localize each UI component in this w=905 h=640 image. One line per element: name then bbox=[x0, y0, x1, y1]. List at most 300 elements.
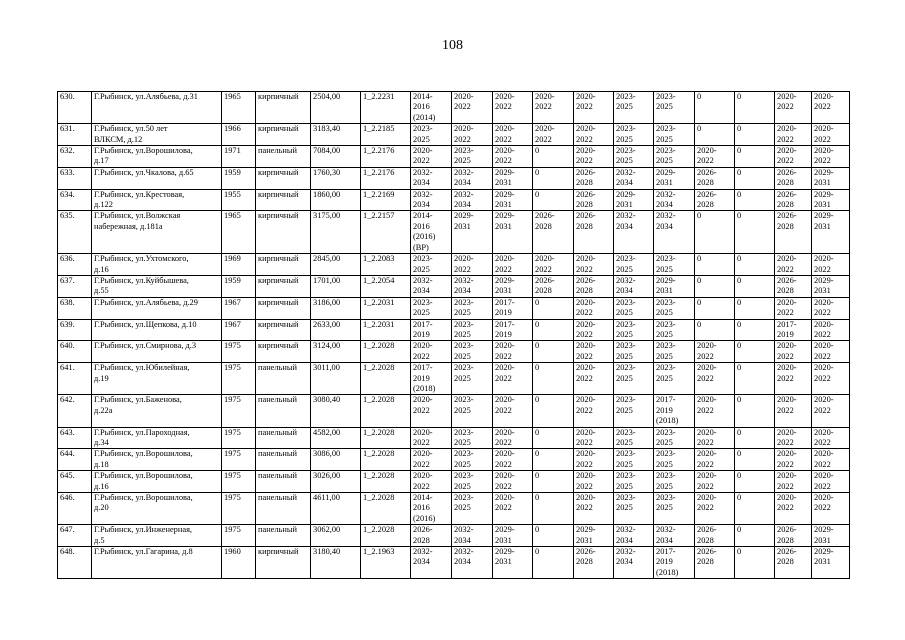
cell-period-9: 0 bbox=[735, 547, 775, 579]
cell-period-4: 0 bbox=[533, 427, 574, 449]
cell-address: Г.Рыбинск, ул.Алябьева, д.31 bbox=[92, 92, 222, 124]
cell-wall-material: кирпичный bbox=[256, 189, 311, 211]
cell-period-4: 0 bbox=[533, 449, 574, 471]
cell-total-area: 1760,30 bbox=[311, 167, 361, 189]
cell-period-1: 2020- 2022 bbox=[411, 395, 452, 427]
cell-build-year: 1975 bbox=[222, 427, 256, 449]
cell-address: Г.Рыбинск, ул.Ворошилова, д.16 bbox=[92, 471, 222, 493]
cell-total-area: 3086,00 bbox=[311, 449, 361, 471]
cell-period-2: 2032- 2034 bbox=[452, 525, 493, 547]
table-row bbox=[58, 363, 850, 395]
cell-period-10: 2020- 2022 bbox=[775, 363, 812, 395]
cell-period-9: 0 bbox=[735, 146, 775, 168]
cell-row-number: 636. bbox=[58, 254, 92, 276]
cell-period-2: 2023- 2025 bbox=[452, 493, 493, 525]
cell-build-year: 1975 bbox=[222, 525, 256, 547]
cell-period-3: 2029- 2031 bbox=[493, 167, 533, 189]
cell-code: 1_2.2176 bbox=[361, 146, 411, 168]
cell-build-year: 1971 bbox=[222, 146, 256, 168]
cell-row-number: 644. bbox=[58, 449, 92, 471]
cell-address: Г.Рыбинск, ул.Инженерная, д.5 bbox=[92, 525, 222, 547]
cell-period-7: 2029- 2031 bbox=[654, 275, 695, 297]
cell-address: Г.Рыбинск, ул.Ворошилова, д.18 bbox=[92, 449, 222, 471]
cell-period-1: 2020- 2022 bbox=[411, 146, 452, 168]
cell-address: Г.Рыбинск, ул.Куйбышева, д.55 bbox=[92, 275, 222, 297]
cell-period-11: 2029- 2031 bbox=[812, 211, 850, 254]
cell-period-5: 2020- 2022 bbox=[574, 449, 614, 471]
table-row bbox=[58, 167, 850, 189]
cell-period-1: 2032- 2034 bbox=[411, 547, 452, 579]
cell-period-6: 2023- 2025 bbox=[614, 363, 654, 395]
cell-period-5: 2020- 2022 bbox=[574, 146, 614, 168]
cell-period-3: 2020- 2022 bbox=[493, 395, 533, 427]
cell-period-2: 2032- 2034 bbox=[452, 167, 493, 189]
cell-total-area: 3183,40 bbox=[311, 124, 361, 146]
cell-period-9: 0 bbox=[735, 427, 775, 449]
cell-period-11: 2020- 2022 bbox=[812, 449, 850, 471]
table-row bbox=[58, 449, 850, 471]
cell-period-6: 2029- 2031 bbox=[614, 189, 654, 211]
cell-period-8: 0 bbox=[695, 319, 735, 341]
cell-address: Г.Рыбинск, ул.Щепкова, д.10 bbox=[92, 319, 222, 341]
cell-period-6: 2023- 2025 bbox=[614, 427, 654, 449]
cell-row-number: 631. bbox=[58, 124, 92, 146]
cell-period-10: 2026- 2028 bbox=[775, 525, 812, 547]
cell-period-7: 2017- 2019 (2018) bbox=[654, 395, 695, 427]
cell-period-10: 2020- 2022 bbox=[775, 341, 812, 363]
cell-address: Г.Рыбинск, ул.Алябьева, д.29 bbox=[92, 297, 222, 319]
cell-period-2: 2032- 2034 bbox=[452, 189, 493, 211]
cell-period-4: 0 bbox=[533, 319, 574, 341]
cell-period-8: 2026- 2028 bbox=[695, 189, 735, 211]
cell-period-4: 2020- 2022 bbox=[533, 124, 574, 146]
cell-build-year: 1960 bbox=[222, 547, 256, 579]
cell-period-4: 2026- 2028 bbox=[533, 275, 574, 297]
cell-row-number: 640. bbox=[58, 341, 92, 363]
cell-build-year: 1975 bbox=[222, 363, 256, 395]
cell-address: Г.Рыбинск, ул.Ворошилова, д.20 bbox=[92, 493, 222, 525]
table-row bbox=[58, 211, 850, 254]
cell-code: 1_2.2028 bbox=[361, 471, 411, 493]
cell-period-1: 2032- 2034 bbox=[411, 275, 452, 297]
cell-period-2: 2032- 2034 bbox=[452, 547, 493, 579]
cell-period-6: 2023- 2025 bbox=[614, 395, 654, 427]
cell-period-6: 2032- 2034 bbox=[614, 275, 654, 297]
table-row bbox=[58, 395, 850, 427]
cell-build-year: 1969 bbox=[222, 254, 256, 276]
cell-period-10: 2020- 2022 bbox=[775, 395, 812, 427]
cell-build-year: 1966 bbox=[222, 124, 256, 146]
table-row bbox=[58, 471, 850, 493]
cell-period-5: 2020- 2022 bbox=[574, 471, 614, 493]
cell-period-4: 0 bbox=[533, 471, 574, 493]
table-row bbox=[58, 124, 850, 146]
cell-period-2: 2023- 2025 bbox=[452, 427, 493, 449]
cell-total-area: 3080,40 bbox=[311, 395, 361, 427]
cell-period-1: 2026- 2028 bbox=[411, 525, 452, 547]
cell-period-6: 2023- 2025 bbox=[614, 146, 654, 168]
cell-period-11: 2029- 2031 bbox=[812, 167, 850, 189]
cell-period-3: 2020- 2022 bbox=[493, 471, 533, 493]
cell-address: Г.Рыбинск, ул.50 лет ВЛКСМ, д.12 bbox=[92, 124, 222, 146]
cell-period-10: 2020- 2022 bbox=[775, 92, 812, 124]
cell-wall-material: кирпичный bbox=[256, 211, 311, 254]
cell-period-1: 2014- 2016 (2016) (ВР) bbox=[411, 211, 452, 254]
cell-period-11: 2020- 2022 bbox=[812, 471, 850, 493]
table-row bbox=[58, 547, 850, 579]
cell-total-area: 3186,00 bbox=[311, 297, 361, 319]
cell-period-10: 2017- 2019 bbox=[775, 319, 812, 341]
cell-period-11: 2020- 2022 bbox=[812, 319, 850, 341]
cell-total-area: 1860,00 bbox=[311, 189, 361, 211]
cell-row-number: 645. bbox=[58, 471, 92, 493]
cell-period-9: 0 bbox=[735, 275, 775, 297]
cell-period-8: 0 bbox=[695, 92, 735, 124]
cell-period-6: 2023- 2025 bbox=[614, 471, 654, 493]
table-row bbox=[58, 189, 850, 211]
cell-row-number: 642. bbox=[58, 395, 92, 427]
cell-period-8: 2026- 2028 bbox=[695, 547, 735, 579]
cell-period-7: 2023- 2025 bbox=[654, 124, 695, 146]
cell-period-9: 0 bbox=[735, 319, 775, 341]
cell-period-10: 2026- 2028 bbox=[775, 211, 812, 254]
cell-period-10: 2026- 2028 bbox=[775, 189, 812, 211]
cell-wall-material: кирпичный bbox=[256, 275, 311, 297]
cell-period-2: 2023- 2025 bbox=[452, 395, 493, 427]
cell-period-7: 2023- 2025 bbox=[654, 319, 695, 341]
cell-period-5: 2020- 2022 bbox=[574, 363, 614, 395]
cell-period-9: 0 bbox=[735, 211, 775, 254]
cell-period-9: 0 bbox=[735, 493, 775, 525]
cell-period-9: 0 bbox=[735, 449, 775, 471]
cell-row-number: 641. bbox=[58, 363, 92, 395]
cell-period-10: 2020- 2022 bbox=[775, 449, 812, 471]
cell-period-5: 2026- 2028 bbox=[574, 167, 614, 189]
cell-period-7: 2032- 2034 bbox=[654, 189, 695, 211]
cell-row-number: 647. bbox=[58, 525, 92, 547]
cell-address: Г.Рыбинск, ул.Чкалова, д.65 bbox=[92, 167, 222, 189]
cell-period-5: 2020- 2022 bbox=[574, 395, 614, 427]
cell-period-5: 2026- 2028 bbox=[574, 547, 614, 579]
cell-code: 1_2.2031 bbox=[361, 319, 411, 341]
cell-period-8: 0 bbox=[695, 254, 735, 276]
cell-period-7: 2029- 2031 bbox=[654, 167, 695, 189]
cell-total-area: 3175,00 bbox=[311, 211, 361, 254]
cell-total-area: 3124,00 bbox=[311, 341, 361, 363]
cell-period-7: 2023- 2025 bbox=[654, 363, 695, 395]
cell-period-11: 2020- 2022 bbox=[812, 146, 850, 168]
cell-period-2: 2023- 2025 bbox=[452, 449, 493, 471]
cell-period-10: 2026- 2028 bbox=[775, 167, 812, 189]
cell-code: 1_2.2231 bbox=[361, 92, 411, 124]
table-row bbox=[58, 254, 850, 276]
cell-period-9: 0 bbox=[735, 471, 775, 493]
cell-wall-material: кирпичный bbox=[256, 92, 311, 124]
table-body bbox=[58, 92, 850, 579]
cell-wall-material: панельный bbox=[256, 146, 311, 168]
cell-period-2: 2023- 2025 bbox=[452, 341, 493, 363]
cell-period-3: 2020- 2022 bbox=[493, 341, 533, 363]
cell-code: 1_2.2028 bbox=[361, 427, 411, 449]
cell-period-5: 2026- 2028 bbox=[574, 189, 614, 211]
cell-code: 1_2.2083 bbox=[361, 254, 411, 276]
cell-total-area: 2633,00 bbox=[311, 319, 361, 341]
cell-build-year: 1965 bbox=[222, 211, 256, 254]
cell-period-2: 2023- 2025 bbox=[452, 297, 493, 319]
cell-period-5: 2020- 2022 bbox=[574, 493, 614, 525]
cell-wall-material: кирпичный bbox=[256, 547, 311, 579]
cell-period-10: 2020- 2022 bbox=[775, 254, 812, 276]
cell-period-4: 2020- 2022 bbox=[533, 254, 574, 276]
cell-period-1: 2023- 2025 bbox=[411, 124, 452, 146]
cell-period-10: 2020- 2022 bbox=[775, 427, 812, 449]
cell-wall-material: панельный bbox=[256, 427, 311, 449]
cell-code: 1_2.2028 bbox=[361, 493, 411, 525]
cell-period-6: 2023- 2025 bbox=[614, 297, 654, 319]
cell-row-number: 638. bbox=[58, 297, 92, 319]
cell-period-7: 2023- 2025 bbox=[654, 92, 695, 124]
cell-period-6: 2032- 2034 bbox=[614, 525, 654, 547]
cell-period-10: 2020- 2022 bbox=[775, 493, 812, 525]
cell-period-9: 0 bbox=[735, 254, 775, 276]
table-row bbox=[58, 525, 850, 547]
cell-address: Г.Рыбинск, ул.Волжская набережная, д.181а bbox=[92, 211, 222, 254]
cell-period-5: 2026- 2028 bbox=[574, 211, 614, 254]
cell-period-11: 2029- 2031 bbox=[812, 525, 850, 547]
cell-row-number: 643. bbox=[58, 427, 92, 449]
cell-build-year: 1975 bbox=[222, 493, 256, 525]
cell-period-9: 0 bbox=[735, 363, 775, 395]
cell-total-area: 3062,00 bbox=[311, 525, 361, 547]
cell-period-6: 2032- 2034 bbox=[614, 167, 654, 189]
cell-period-10: 2026- 2028 bbox=[775, 547, 812, 579]
cell-period-2: 2023- 2025 bbox=[452, 471, 493, 493]
cell-period-4: 2020- 2022 bbox=[533, 92, 574, 124]
cell-period-8: 2020- 2022 bbox=[695, 449, 735, 471]
cell-period-4: 0 bbox=[533, 146, 574, 168]
cell-period-7: 2023- 2025 bbox=[654, 471, 695, 493]
cell-build-year: 1959 bbox=[222, 167, 256, 189]
cell-build-year: 1965 bbox=[222, 92, 256, 124]
cell-address: Г.Рыбинск, ул.Баженова, д.22а bbox=[92, 395, 222, 427]
cell-period-11: 2020- 2022 bbox=[812, 493, 850, 525]
cell-wall-material: панельный bbox=[256, 449, 311, 471]
cell-period-11: 2020- 2022 bbox=[812, 92, 850, 124]
cell-period-8: 2020- 2022 bbox=[695, 493, 735, 525]
table-row bbox=[58, 319, 850, 341]
cell-period-4: 0 bbox=[533, 547, 574, 579]
cell-wall-material: панельный bbox=[256, 395, 311, 427]
cell-period-7: 2023- 2025 bbox=[654, 493, 695, 525]
cell-period-10: 2020- 2022 bbox=[775, 471, 812, 493]
cell-address: Г.Рыбинск, ул.Ухтомского, д.16 bbox=[92, 254, 222, 276]
cell-period-8: 2020- 2022 bbox=[695, 395, 735, 427]
cell-period-5: 2020- 2022 bbox=[574, 254, 614, 276]
cell-period-3: 2020- 2022 bbox=[493, 254, 533, 276]
cell-address: Г.Рыбинск, ул.Гагарина, д.8 bbox=[92, 547, 222, 579]
cell-period-8: 2020- 2022 bbox=[695, 146, 735, 168]
cell-period-3: 2029- 2031 bbox=[493, 211, 533, 254]
cell-period-3: 2029- 2031 bbox=[493, 525, 533, 547]
cell-build-year: 1967 bbox=[222, 297, 256, 319]
cell-period-7: 2023- 2025 bbox=[654, 146, 695, 168]
table-row bbox=[58, 493, 850, 525]
page-number: 108 bbox=[442, 38, 463, 53]
cell-period-10: 2026- 2028 bbox=[775, 275, 812, 297]
cell-period-9: 0 bbox=[735, 167, 775, 189]
cell-build-year: 1975 bbox=[222, 395, 256, 427]
cell-build-year: 1959 bbox=[222, 275, 256, 297]
cell-period-1: 2020- 2022 bbox=[411, 427, 452, 449]
cell-period-7: 2023- 2025 bbox=[654, 341, 695, 363]
cell-period-8: 0 bbox=[695, 124, 735, 146]
cell-period-4: 0 bbox=[533, 167, 574, 189]
cell-period-3: 2020- 2022 bbox=[493, 124, 533, 146]
cell-period-7: 2017- 2019 (2018) bbox=[654, 547, 695, 579]
cell-row-number: 632. bbox=[58, 146, 92, 168]
cell-total-area: 3180,40 bbox=[311, 547, 361, 579]
cell-period-5: 2020- 2022 bbox=[574, 124, 614, 146]
cell-period-4: 0 bbox=[533, 395, 574, 427]
cell-period-3: 2029- 2031 bbox=[493, 547, 533, 579]
cell-period-2: 2020- 2022 bbox=[452, 124, 493, 146]
cell-period-1: 2020- 2022 bbox=[411, 341, 452, 363]
cell-total-area: 1701,00 bbox=[311, 275, 361, 297]
cell-code: 1_2.2028 bbox=[361, 525, 411, 547]
cell-code: 1_2.2169 bbox=[361, 189, 411, 211]
cell-code: 1_2.2028 bbox=[361, 449, 411, 471]
cell-period-7: 2023- 2025 bbox=[654, 427, 695, 449]
cell-period-11: 2029- 2031 bbox=[812, 547, 850, 579]
cell-row-number: 646. bbox=[58, 493, 92, 525]
cell-period-1: 2014- 2016 (2014) bbox=[411, 92, 452, 124]
cell-period-1: 2017- 2019 (2018) bbox=[411, 363, 452, 395]
cell-period-2: 2023- 2025 bbox=[452, 146, 493, 168]
cell-wall-material: панельный bbox=[256, 525, 311, 547]
cell-period-11: 2020- 2022 bbox=[812, 395, 850, 427]
cell-period-9: 0 bbox=[735, 92, 775, 124]
cell-period-1: 2023- 2025 bbox=[411, 254, 452, 276]
cell-period-8: 2020- 2022 bbox=[695, 341, 735, 363]
cell-period-3: 2020- 2022 bbox=[493, 92, 533, 124]
cell-row-number: 630. bbox=[58, 92, 92, 124]
cell-period-11: 2020- 2022 bbox=[812, 124, 850, 146]
cell-code: 1_2.2031 bbox=[361, 297, 411, 319]
cell-period-10: 2020- 2022 bbox=[775, 146, 812, 168]
table-row bbox=[58, 427, 850, 449]
cell-period-5: 2020- 2022 bbox=[574, 92, 614, 124]
cell-period-2: 2020- 2022 bbox=[452, 254, 493, 276]
cell-period-7: 2023- 2025 bbox=[654, 254, 695, 276]
cell-period-9: 0 bbox=[735, 124, 775, 146]
cell-total-area: 4582,00 bbox=[311, 427, 361, 449]
cell-period-3: 2020- 2022 bbox=[493, 493, 533, 525]
table-row bbox=[58, 341, 850, 363]
cell-period-2: 2029- 2031 bbox=[452, 211, 493, 254]
cell-period-6: 2023- 2025 bbox=[614, 319, 654, 341]
cell-build-year: 1975 bbox=[222, 449, 256, 471]
cell-wall-material: панельный bbox=[256, 493, 311, 525]
cell-address: Г.Рыбинск, ул.Юбилейная, д.19 bbox=[92, 363, 222, 395]
cell-address: Г.Рыбинск, ул.Крестовая, д.122 bbox=[92, 189, 222, 211]
cell-period-4: 0 bbox=[533, 341, 574, 363]
cell-total-area: 7084,00 bbox=[311, 146, 361, 168]
cell-code: 1_2.2028 bbox=[361, 363, 411, 395]
cell-row-number: 635. bbox=[58, 211, 92, 254]
cell-period-3: 2029- 2031 bbox=[493, 275, 533, 297]
cell-period-4: 0 bbox=[533, 297, 574, 319]
cell-period-5: 2020- 2022 bbox=[574, 297, 614, 319]
cell-total-area: 4611,00 bbox=[311, 493, 361, 525]
cell-period-2: 2023- 2025 bbox=[452, 363, 493, 395]
cell-period-4: 0 bbox=[533, 493, 574, 525]
table-row bbox=[58, 146, 850, 168]
cell-wall-material: кирпичный bbox=[256, 124, 311, 146]
cell-period-8: 2026- 2028 bbox=[695, 167, 735, 189]
cell-period-8: 2020- 2022 bbox=[695, 427, 735, 449]
cell-period-3: 2020- 2022 bbox=[493, 427, 533, 449]
cell-period-8: 0 bbox=[695, 211, 735, 254]
cell-period-11: 2020- 2022 bbox=[812, 254, 850, 276]
cell-code: 1_2.1963 bbox=[361, 547, 411, 579]
cell-period-6: 2023- 2025 bbox=[614, 92, 654, 124]
cell-period-1: 2020- 2022 bbox=[411, 471, 452, 493]
housing-register-table bbox=[57, 91, 850, 579]
cell-period-11: 2029- 2031 bbox=[812, 275, 850, 297]
table-row bbox=[58, 275, 850, 297]
cell-row-number: 633. bbox=[58, 167, 92, 189]
cell-period-7: 2023- 2025 bbox=[654, 449, 695, 471]
cell-wall-material: кирпичный bbox=[256, 319, 311, 341]
cell-period-11: 2029- 2031 bbox=[812, 189, 850, 211]
cell-total-area: 3011,00 bbox=[311, 363, 361, 395]
cell-address: Г.Рыбинск, ул.Смирнова, д.3 bbox=[92, 341, 222, 363]
cell-address: Г.Рыбинск, ул.Пароходная, д.34 bbox=[92, 427, 222, 449]
cell-wall-material: кирпичный bbox=[256, 297, 311, 319]
cell-code: 1_2.2028 bbox=[361, 395, 411, 427]
cell-period-10: 2020- 2022 bbox=[775, 297, 812, 319]
cell-period-8: 2020- 2022 bbox=[695, 471, 735, 493]
cell-total-area: 3026,00 bbox=[311, 471, 361, 493]
cell-period-3: 2020- 2022 bbox=[493, 449, 533, 471]
table-row bbox=[58, 297, 850, 319]
cell-period-4: 0 bbox=[533, 525, 574, 547]
cell-period-9: 0 bbox=[735, 341, 775, 363]
cell-period-6: 2023- 2025 bbox=[614, 124, 654, 146]
cell-period-11: 2020- 2022 bbox=[812, 297, 850, 319]
cell-period-7: 2032- 2034 bbox=[654, 525, 695, 547]
cell-period-6: 2023- 2025 bbox=[614, 254, 654, 276]
cell-period-4: 0 bbox=[533, 189, 574, 211]
cell-period-1: 2020- 2022 bbox=[411, 449, 452, 471]
cell-row-number: 637. bbox=[58, 275, 92, 297]
cell-period-1: 2017- 2019 bbox=[411, 319, 452, 341]
cell-period-9: 0 bbox=[735, 395, 775, 427]
cell-wall-material: кирпичный bbox=[256, 254, 311, 276]
cell-build-year: 1955 bbox=[222, 189, 256, 211]
cell-build-year: 1975 bbox=[222, 341, 256, 363]
cell-row-number: 648. bbox=[58, 547, 92, 579]
cell-row-number: 639. bbox=[58, 319, 92, 341]
table-row bbox=[58, 92, 850, 124]
cell-period-1: 2032- 2034 bbox=[411, 167, 452, 189]
cell-period-3: 2017- 2019 bbox=[493, 297, 533, 319]
cell-period-9: 0 bbox=[735, 189, 775, 211]
cell-period-10: 2020- 2022 bbox=[775, 124, 812, 146]
cell-period-11: 2020- 2022 bbox=[812, 363, 850, 395]
cell-wall-material: панельный bbox=[256, 363, 311, 395]
cell-period-2: 2020- 2022 bbox=[452, 92, 493, 124]
